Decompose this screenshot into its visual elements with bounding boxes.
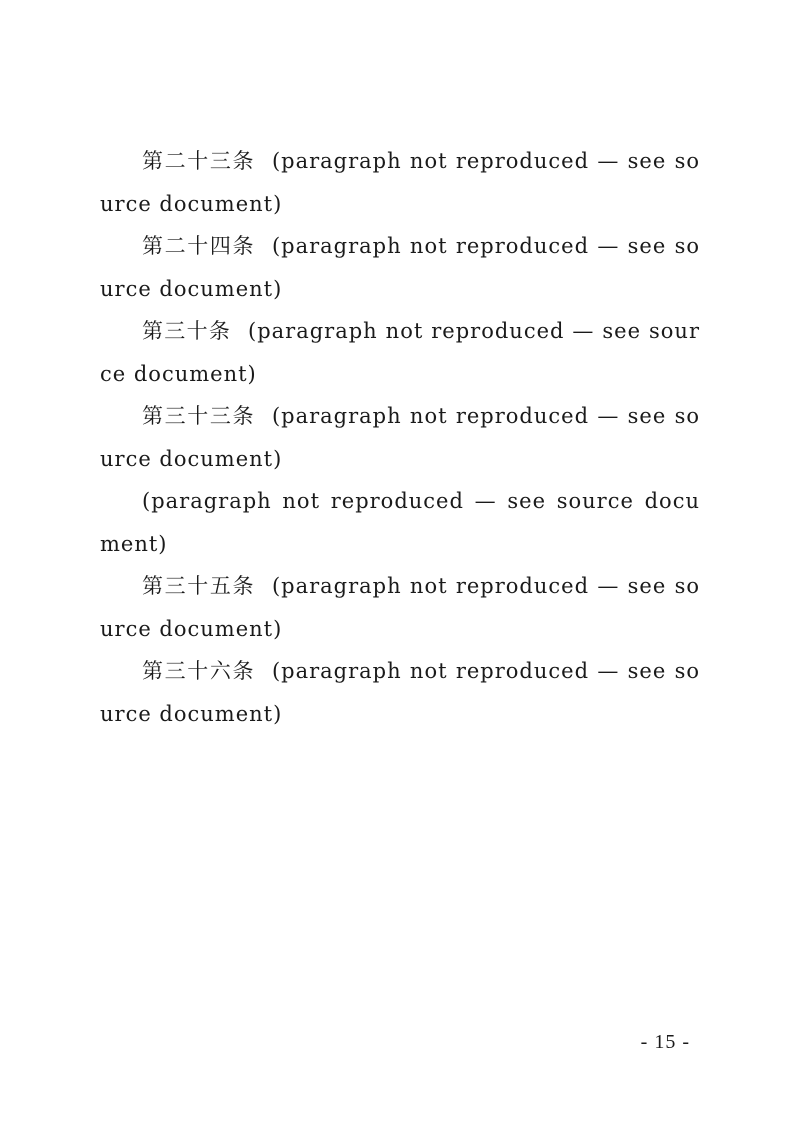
article-33-text: (paragraph not reproduced — see source document)	[100, 404, 700, 471]
article-24-paragraph	[100, 225, 700, 310]
article-24-heading: 第二十四条	[142, 234, 256, 258]
article-30-text: (paragraph not reproduced — see source document)	[100, 319, 700, 386]
document-body	[100, 140, 700, 735]
page-number: - 15 -	[640, 1031, 690, 1053]
article-36-heading: 第三十六条	[142, 659, 256, 683]
article-35-paragraph	[100, 565, 700, 650]
article-35-text: (paragraph not reproduced — see source document)	[100, 574, 700, 641]
article-23-text: (paragraph not reproduced — see source document)	[100, 149, 700, 216]
article-33-heading: 第三十三条	[142, 404, 256, 428]
article-36-paragraph	[100, 650, 700, 735]
article-24-text: (paragraph not reproduced — see source document)	[100, 234, 700, 301]
article-33-second-paragraph	[100, 480, 700, 565]
article-33-paragraph	[100, 395, 700, 480]
article-30-paragraph	[100, 310, 700, 395]
article-33-second-text: (paragraph not reproduced — see source document)	[100, 489, 700, 556]
article-35-heading: 第三十五条	[142, 574, 256, 598]
article-23-heading: 第二十三条	[142, 149, 256, 173]
article-23-paragraph	[100, 140, 700, 225]
article-36-text: (paragraph not reproduced — see source document)	[100, 659, 700, 726]
article-30-heading: 第三十条	[142, 319, 232, 343]
